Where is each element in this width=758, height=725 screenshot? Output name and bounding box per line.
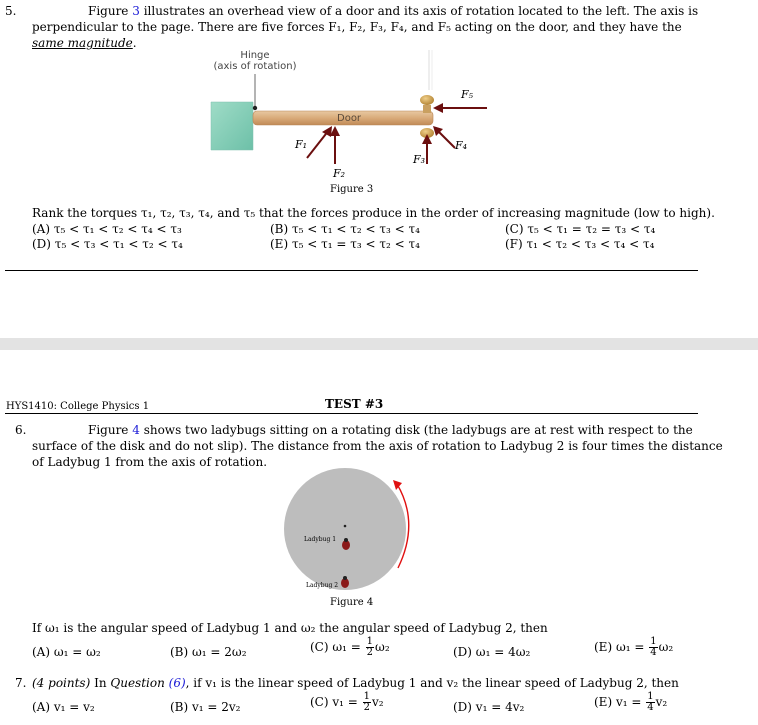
- same-magnitude-emphasis: same magnitude: [32, 36, 133, 50]
- figure-4-link[interactable]: 4: [132, 423, 140, 437]
- q7-option-d[interactable]: (D) v₁ = 4v₂: [453, 700, 525, 714]
- q5-line1: [88, 4, 698, 19]
- figure-3-caption: Figure 3: [330, 184, 374, 195]
- q7-e-numerator: 1: [647, 691, 654, 702]
- question-6-link[interactable]: (6): [168, 676, 186, 690]
- hinge-label-line1: Hinge: [240, 50, 270, 61]
- q5-line3: [32, 36, 137, 51]
- knob-stem: [423, 105, 431, 113]
- figure-3: [205, 46, 495, 196]
- q6-line3: of Ladybug 1 from the axis of rotation.: [32, 455, 268, 469]
- door-label: Door: [337, 113, 362, 124]
- q6-line2: surface of the disk and do not slip). The distance from the axis of rotation to Ladybug 2 is four times the distance: [32, 439, 723, 453]
- q7-c-denominator: 2: [363, 702, 371, 713]
- q7-option-c-pre: (C) v₁ =: [310, 695, 358, 709]
- header-rule: [5, 413, 698, 414]
- wall: [211, 102, 253, 150]
- q6-option-e-pre: (E) ω₁ =: [594, 640, 645, 654]
- q6-option-c-fraction: [366, 637, 374, 658]
- q5-line2: perpendicular to the page. There are five forces F₁, F₂, F₃, F₄, and F₅ acting on the door, and they have the: [32, 20, 682, 34]
- rotating-disk-diagram: [280, 468, 420, 593]
- rotation-axis: [344, 525, 347, 528]
- f2-label: F₂: [333, 167, 346, 180]
- q7-option-a[interactable]: (A) v₁ = v₂: [32, 700, 95, 714]
- q6-option-c[interactable]: [310, 637, 390, 658]
- q7-option-c-fraction: [363, 692, 371, 713]
- q6-option-d[interactable]: (D) ω₁ = 4ω₂: [453, 645, 531, 659]
- q5-line3-end: .: [132, 36, 137, 50]
- q5-prompt: Rank the torques τ₁, τ₂, τ₃, τ₄, and τ₅ that the forces produce in the order of increasing magnitude (low to high).: [32, 206, 715, 220]
- page-gap: [0, 338, 758, 350]
- q6-option-e[interactable]: [594, 637, 673, 658]
- q6-option-b[interactable]: (B) ω₁ = 2ω₂: [170, 645, 247, 659]
- q7-e-denominator: 4: [647, 702, 654, 713]
- q7-number: 7.: [15, 676, 27, 690]
- figure-4: [280, 468, 420, 613]
- q6-option-e-fraction: [649, 637, 657, 658]
- q5-line1-post: illustrates an overhead view of a door and its axis of rotation located to the left. The axis is: [139, 4, 699, 18]
- q6-c-numerator: 1: [366, 636, 374, 647]
- q6-prompt: If ω₁ is the angular speed of Ladybug 1 and ω₂ the angular speed of Ladybug 2, then: [32, 621, 548, 635]
- q5-line1-pre: Figure: [88, 4, 133, 18]
- q7-text: [32, 676, 679, 691]
- q6-option-c-post: ω₂: [375, 640, 390, 654]
- f4-label: F₄: [455, 139, 468, 152]
- q6-option-e-post: ω₂: [658, 640, 674, 654]
- q5-option-c[interactable]: (C) τ₅ < τ₁ = τ₂ = τ₃ < τ₄: [505, 222, 656, 236]
- q5-number: 5.: [5, 4, 17, 18]
- figure-3-link[interactable]: 3: [132, 4, 140, 18]
- q7-option-e-post: v₂: [655, 695, 668, 709]
- q7-option-c[interactable]: [310, 692, 384, 713]
- test-header: TEST #3: [325, 397, 384, 411]
- f1-arrow: [307, 130, 329, 158]
- ladybug-1-label: Ladybug 1: [304, 536, 337, 543]
- q6-line1-post: shows two ladybugs sitting on a rotating disk (the ladybugs are at rest with respect to the: [139, 423, 693, 437]
- hinge-point: [253, 106, 257, 110]
- q7-option-e-pre: (E) v₁ =: [594, 695, 642, 709]
- f3-label: F₃: [413, 153, 426, 166]
- q5-option-a[interactable]: (A) τ₅ < τ₁ < τ₂ < τ₄ < τ₃: [32, 222, 182, 236]
- section-divider: [5, 270, 698, 271]
- q5-option-f[interactable]: (F) τ₁ < τ₂ < τ₃ < τ₄ < τ₄: [505, 237, 655, 251]
- q7-points: (4 points): [32, 676, 91, 690]
- q6-number: 6.: [15, 423, 27, 437]
- q7-option-e[interactable]: [594, 692, 667, 713]
- q7-c-numerator: 1: [363, 691, 371, 702]
- hinge-label-line2: (axis of rotation): [213, 61, 297, 72]
- q7-text-in: In: [90, 676, 111, 690]
- q7-question-word: Question: [110, 676, 165, 690]
- q6-c-denominator: 2: [366, 647, 374, 658]
- q6-option-c-pre: (C) ω₁ =: [310, 640, 361, 654]
- figure-4-caption: Figure 4: [330, 597, 374, 608]
- q7-option-b[interactable]: (B) v₁ = 2v₂: [170, 700, 241, 714]
- hinge-label: [205, 50, 305, 72]
- q7-option-c-post: v₂: [372, 695, 384, 709]
- q5-option-e[interactable]: (E) τ₅ < τ₁ = τ₃ < τ₂ < τ₄: [270, 237, 420, 251]
- q5-option-d[interactable]: (D) τ₅ < τ₃ < τ₁ < τ₂ < τ₄: [32, 237, 183, 251]
- q6-line1-pre: Figure: [88, 423, 133, 437]
- f5-label: F₅: [461, 88, 474, 101]
- door-knob-top: [420, 95, 434, 105]
- q5-option-b[interactable]: (B) τ₅ < τ₁ < τ₂ < τ₃ < τ₄: [270, 222, 420, 236]
- q6-line1: [88, 423, 693, 438]
- f4-arrow: [437, 130, 455, 148]
- f1-label: F₁: [295, 138, 308, 151]
- course-header: HYS1410: College Physics 1: [6, 401, 150, 412]
- q7-option-e-fraction: [646, 692, 654, 713]
- q7-text-rest: , if v₁ is the linear speed of Ladybug 1 and v₂ the linear speed of Ladybug 2, then: [185, 676, 679, 690]
- q6-e-numerator: 1: [650, 636, 657, 647]
- ladybug-2-label: Ladybug 2: [306, 582, 339, 589]
- q6-e-denominator: 4: [650, 647, 657, 658]
- disk: [284, 468, 406, 590]
- q6-option-a[interactable]: (A) ω₁ = ω₂: [32, 645, 101, 659]
